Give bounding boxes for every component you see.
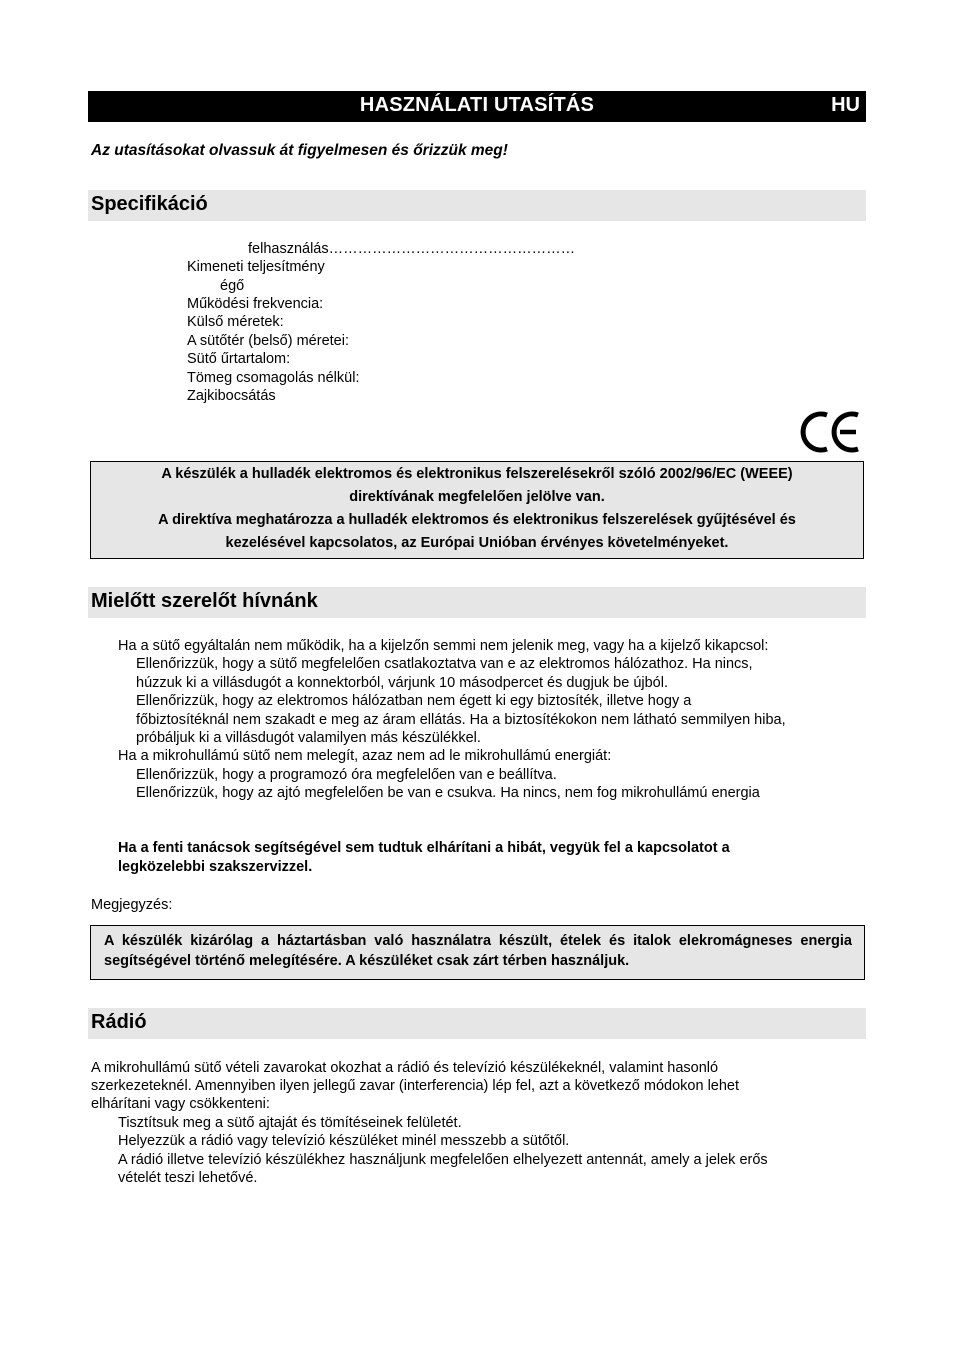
- language-code: HU: [831, 94, 860, 116]
- spec-line: felhasználás……………………………………………: [248, 241, 576, 257]
- troubleshoot-line: húzzuk ki a villásdugót a konnektorból, várjunk 10 másodpercet és dugjuk be újból.: [136, 675, 668, 691]
- weee-line: direktívának megfelelően jelölve van.: [349, 489, 605, 505]
- troubleshoot-line: Ellenőrizzük, hogy az ajtó megfelelően be van e csukva. Ha nincs, nem fog mikrohullámú energia: [136, 785, 760, 801]
- section-title: Rádió: [91, 1011, 147, 1033]
- radio-line: A rádió illetve televízió készülékhez használjunk megfelelően elhelyezett antennát, amely a jelek erős: [118, 1152, 768, 1168]
- section-header-radio: [88, 1008, 866, 1039]
- troubleshoot-line: Ellenőrizzük, hogy az elektromos hálózatban nem égett ki egy biztosíték, illetve hogy a: [136, 693, 692, 709]
- spec-line: A sütőtér (belső) méretei:: [187, 333, 349, 349]
- title-bar: [88, 91, 866, 122]
- note-text: A készülék kizárólag a háztartásban való használatra készült, ételek és italok elekromágneses energia segítségével történő melegítésére. A készüléket csak zárt térben használjuk.: [104, 933, 852, 969]
- troubleshoot-line: Ha a sütő egyáltalán nem működik, ha a kijelzőn semmi nem jelenik meg, vagy ha a kijelző kikapcsol:: [118, 638, 769, 654]
- weee-line: A készülék a hulladék elektromos és elektronikus felszerelésekről szóló 2002/96/EC (WEEE): [161, 466, 793, 482]
- section-header-specification: [88, 190, 866, 221]
- troubleshoot-line: próbáljuk ki a villásdugót valamilyen más készülékkel.: [136, 730, 481, 746]
- household-use-note-box: [90, 925, 865, 980]
- radio-line: vételét teszi lehetővé.: [118, 1170, 258, 1186]
- spec-line: égő: [220, 278, 245, 294]
- spec-line: Működési frekvencia:: [187, 296, 324, 312]
- section-title: Mielőtt szerelőt hívnánk: [91, 590, 318, 612]
- ce-mark-icon: [800, 409, 862, 455]
- service-advice: legközelebbi szakszervizzel.: [118, 859, 313, 875]
- radio-line: A mikrohullámú sütő vételi zavarokat okozhat a rádió és televízió készülékeknél, valamint hasonló: [91, 1060, 719, 1076]
- radio-line: elhárítani vagy csökkenteni:: [91, 1096, 270, 1112]
- troubleshoot-line: főbiztosítéknál nem szakadt e meg az áram ellátás. Ha a biztosítékokon nem látható semmilyen hiba,: [136, 712, 786, 728]
- intro-text: Az utasításokat olvassuk át figyelmesen és őrizzük meg!: [91, 142, 508, 159]
- spec-line: Zajkibocsátás: [187, 388, 276, 404]
- weee-line: A direktíva meghatározza a hulladék elektromos és elektronikus felszerelések gyűjtésével és: [158, 512, 796, 528]
- spec-line: Sütő űrtartalom:: [187, 351, 291, 367]
- weee-line: kezelésével kapcsolatos, az Európai Unióban érvényes követelményeket.: [225, 535, 729, 551]
- spec-line: Kimeneti teljesítmény: [187, 259, 325, 275]
- spec-line: Külső méretek:: [187, 314, 284, 330]
- note-label: Megjegyzés:: [91, 897, 173, 913]
- page-title: HASZNÁLATI UTASÍTÁS: [359, 94, 595, 116]
- troubleshoot-line: Ellenőrizzük, hogy a sütő megfelelően csatlakoztatva van e az elektromos hálózathoz. Ha nincs,: [136, 656, 753, 672]
- radio-line: Tisztítsuk meg a sütő ajtaját és tömítéseinek felületét.: [118, 1115, 462, 1131]
- spec-line: Tömeg csomagolás nélkül:: [187, 370, 360, 386]
- service-advice: Ha a fenti tanácsok segítségével sem tudtuk elhárítani a hibát, vegyük fel a kapcsolatot a: [118, 840, 730, 856]
- troubleshoot-line: Ellenőrizzük, hogy a programozó óra megfelelően van e beállítva.: [136, 767, 557, 783]
- radio-line: szerkezeteknél. Amennyiben ilyen jellegű zavar (interferencia) lép fel, azt a következő módokon lehet: [91, 1078, 740, 1094]
- section-header-before-calling-service: [88, 587, 866, 618]
- section-title: Specifikáció: [91, 193, 208, 215]
- troubleshoot-line: Ha a mikrohullámú sütő nem melegít, azaz nem ad le mikrohullámú energiát:: [118, 748, 612, 764]
- radio-line: Helyezzük a rádió vagy televízió készüléket minél messzebb a sütőtől.: [118, 1133, 570, 1149]
- weee-notice-box: [90, 461, 864, 559]
